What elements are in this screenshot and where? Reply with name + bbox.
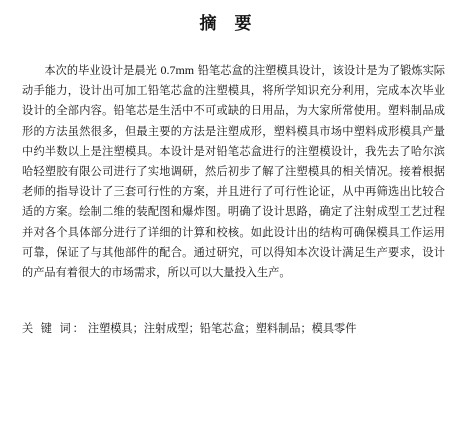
- abstract-paragraph: [22, 60, 445, 283]
- abstract-number: 0.7mm: [160, 63, 195, 77]
- keywords-line: [22, 320, 445, 338]
- abstract-text-start: 本次的毕业设计是晨光: [44, 64, 157, 77]
- keywords-label: 关 键 词：: [22, 322, 86, 335]
- keywords-list: 注塑模具；注射成型；铅笔芯盒；塑料制品；模具零件: [87, 322, 357, 335]
- abstract-text-rest: 铅笔芯盒的注塑模具设计，该设计是为了锻炼实际动手能力，设计出可加工铅笔芯盒的注塑模具，将所学知识充分利用，完成本次毕业设计的全部内容。铅笔芯是生活中不可或缺的日用品，为大家所常使用。塑料制品成形的方法虽然很多，但最主要的方法是注塑成形，塑料模具市场中塑料成形模具产量中约半数以上是注塑模具。本设计是对铅笔芯盒进行的注塑模设计，我先去了哈尔滨哈轻塑胶有限公司进行了实地调研，然后初步了解了注塑模具的相关情况。接着根据老师的指导设计了三套可行性的方案，并且进行了可行性论证，从中再筛选出比较合适的方案。绘制二维的装配图和爆炸图。明确了设计思路，确定了注射成型工艺过程并对各个具体部分进行了详细的计算和校核。如此设计出的结构可确保模具工作运用可靠，保证了与其他部件的配合。通过研究，可以得知本次设计满足生产要求，设计的产品有着很大的市场需求，所以可以大量投入生产。: [22, 64, 445, 280]
- abstract-title: 摘 要: [199, 14, 258, 34]
